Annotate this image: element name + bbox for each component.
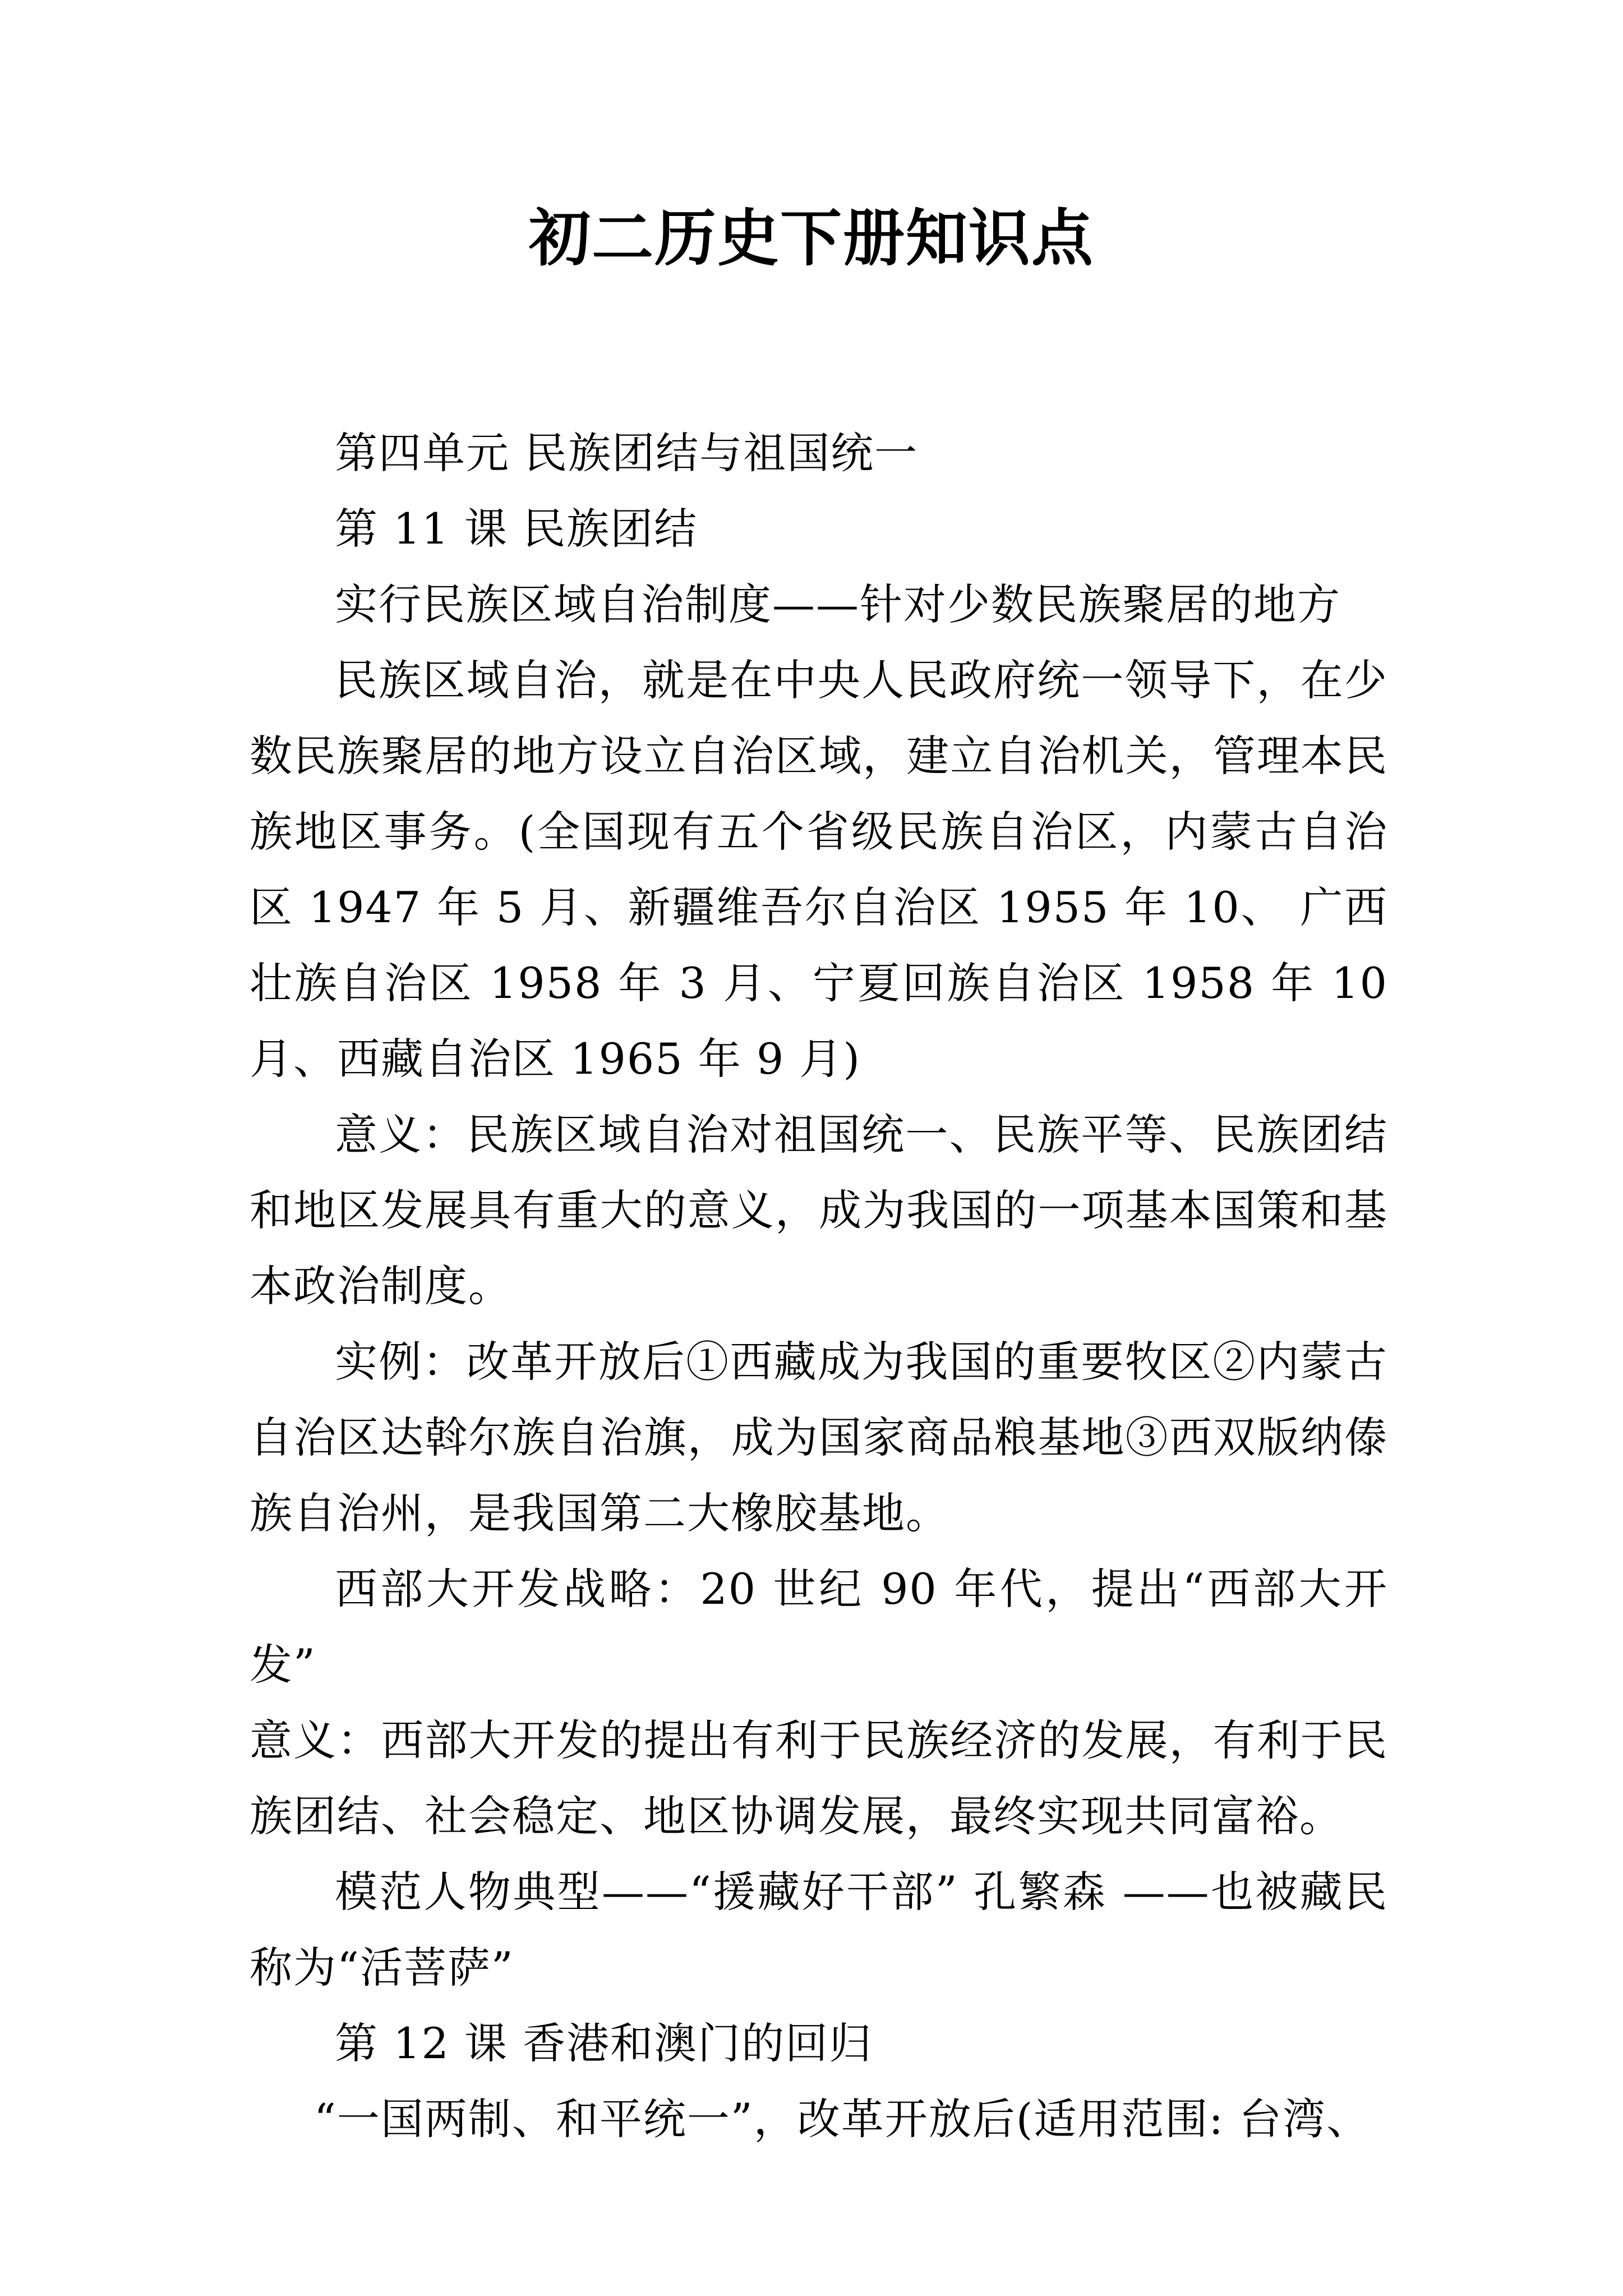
lesson-heading: 第 11 课 民族团结 bbox=[335, 504, 698, 554]
document-title: 初二历史下册知识点 bbox=[529, 202, 1094, 274]
unit-heading: 第四单元 民族团结与祖国统一 bbox=[335, 428, 919, 478]
document-body bbox=[250, 415, 1388, 2157]
lesson-heading: 第 12 课 香港和澳门的回归 bbox=[335, 2018, 873, 2068]
body-paragraph: 西部大开发战略：20 世纪 90 年代，提出“西部大开发” bbox=[250, 1564, 1388, 1690]
body-paragraph: 意义：西部大开发的提出有利于民族经济的发展，有利于民族团结、社会稳定、地区协调发展，最终实现共同富裕。 bbox=[250, 1715, 1388, 1841]
body-paragraph: 实行民族区域自治制度——针对少数民族聚居的地方 bbox=[335, 579, 1341, 629]
body-paragraph: 实例：改革开放后①西藏成为我国的重要牧区②内蒙古自治区达斡尔族自治旗，成为国家商品粮基地③西双版纳傣族自治州，是我国第二大橡胶基地。 bbox=[250, 1337, 1388, 1538]
body-paragraph: 意义：民族区域自治对祖国统一、民族平等、民族团结和地区发展具有重大的意义，成为我国的一项基本国策和基本政治制度。 bbox=[250, 1110, 1388, 1311]
body-paragraph: “一国两制、和平统一”，改革开放后(适用范围: 台湾、 bbox=[314, 2094, 1371, 2144]
body-paragraph: 模范人物典型——“援藏好干部” 孔繁森 ——也被藏民称为“活菩萨” bbox=[250, 1867, 1388, 1993]
body-paragraph: 民族区域自治，就是在中央人民政府统一领导下，在少数民族聚居的地方设立自治区域，建立自治机关，管理本民族地区事务。(全国现有五个省级民族自治区，内蒙古自治区 1947 年 5 月、新疆维吾尔自治区 1955 年 10、 广西壮族自治区 1958 年 3 月、宁夏回族自治区 1958 年 10 月、西藏自治区 1965 年 9 月) bbox=[250, 655, 1388, 1084]
